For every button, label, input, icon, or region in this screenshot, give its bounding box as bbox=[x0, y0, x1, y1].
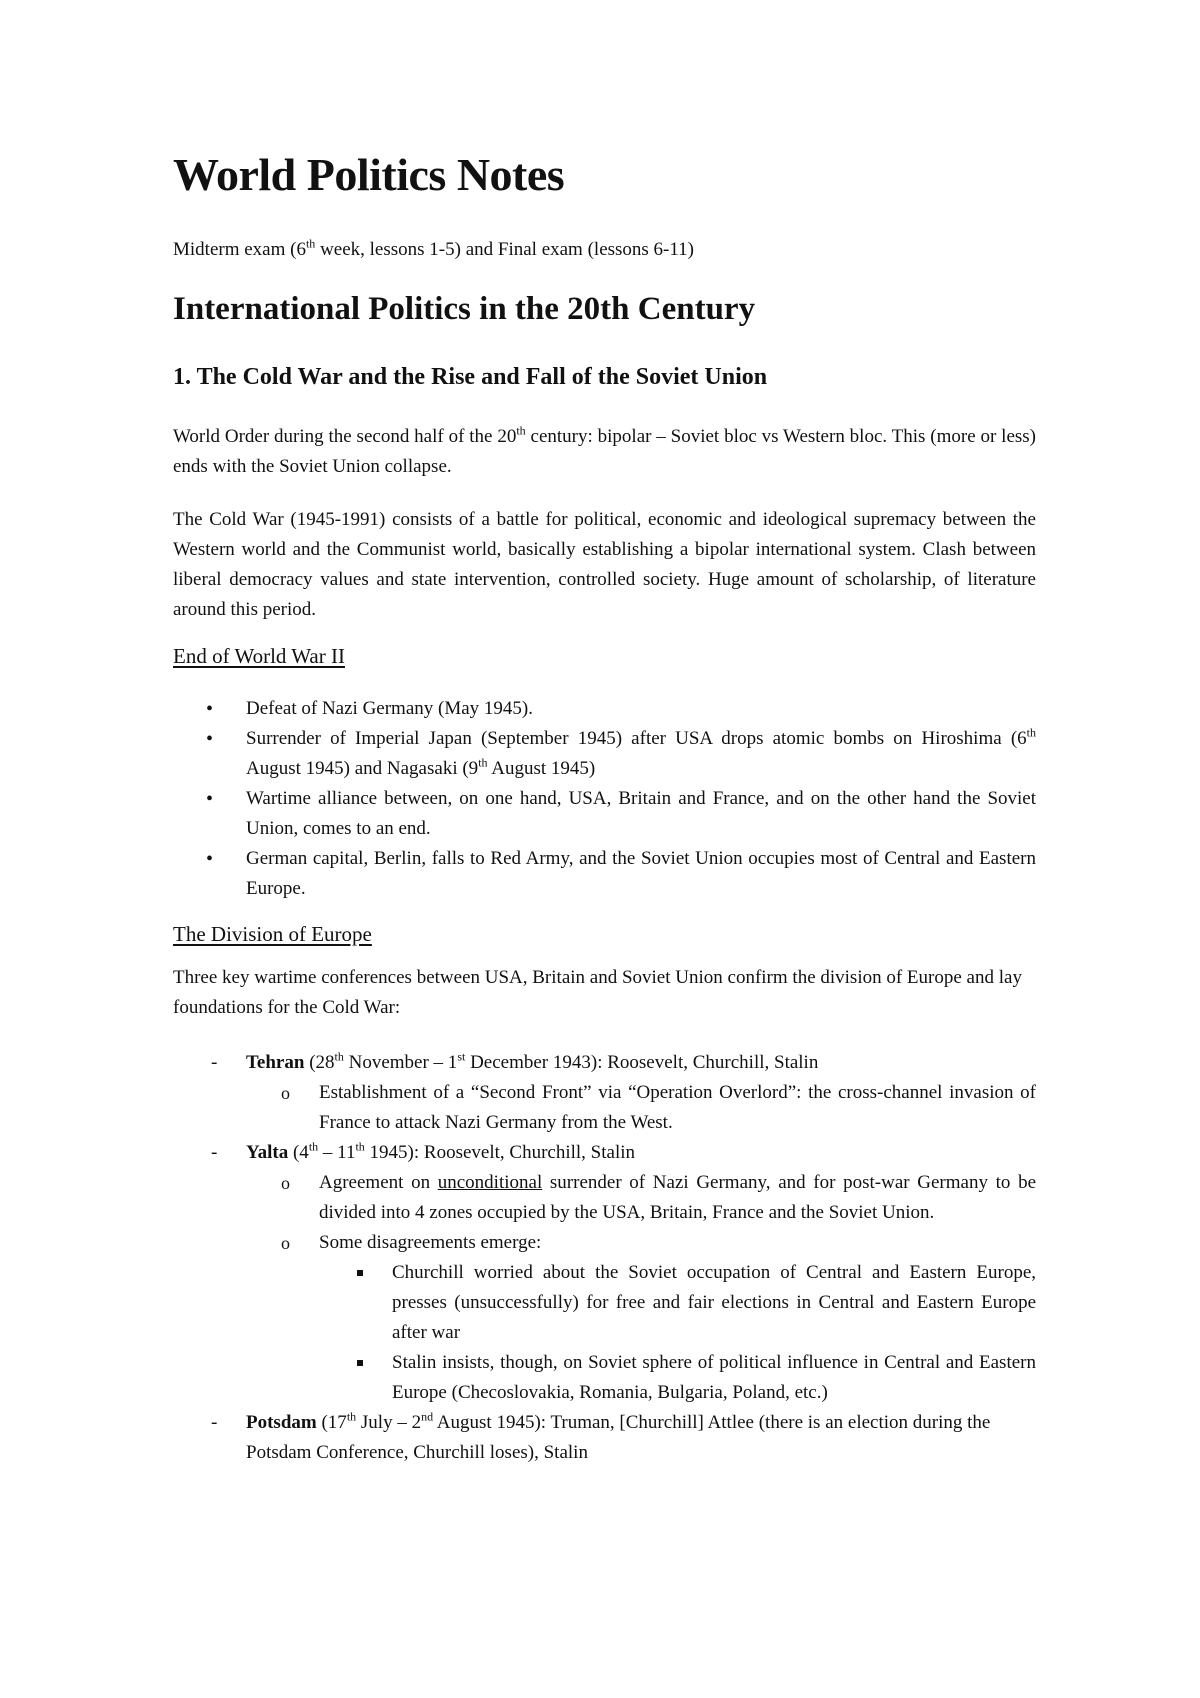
superscript: th bbox=[305, 236, 316, 251]
dash-icon: - bbox=[211, 1052, 218, 1073]
list-item bbox=[173, 844, 1036, 904]
list-item bbox=[173, 694, 1036, 724]
sub-list-item-text: surrender of Nazi Germany, and for post-war Germany to be divided into 4 zones occupied by the USA, Britain, France and the Soviet Union. bbox=[319, 1172, 1037, 1223]
paragraph-cold-war: The Cold War (1945-1991) consists of a battle for political, economic and ideological supremacy between the Western world and the Communist world, basically establishing a bipolar international system. Clash between liberal democracy values and state intervention, controlled society. Huge amount of scholarship, of literature around this period. bbox=[173, 509, 1036, 620]
sub-list-item bbox=[246, 1078, 1036, 1138]
bullet-icon: • bbox=[206, 728, 214, 750]
conference-list bbox=[173, 1048, 1036, 1468]
superscript: nd bbox=[421, 1409, 434, 1424]
nested-list-item-text: Churchill worried about the Soviet occupation of Central and Eastern Europe, presses (unsuccessfully) for free and fair elections in Central and Eastern Europe after war bbox=[392, 1262, 1036, 1343]
section-heading: 1. The Cold War and the Rise and Fall of the Soviet Union bbox=[173, 364, 768, 390]
list-item-text: (17 bbox=[316, 1412, 347, 1433]
sub-list-item bbox=[246, 1168, 1036, 1228]
list-item-text: – 11 bbox=[318, 1142, 356, 1163]
paragraph-conferences-intro: Three key wartime conferences between USA, Britain and Soviet Union confirm the division of Europe and lay foundations for the Cold War: bbox=[173, 967, 1022, 1018]
list-item-text: 1945): Roosevelt, Churchill, Stalin bbox=[364, 1142, 635, 1163]
circle-bullet-icon: o bbox=[281, 1233, 290, 1253]
paragraph-text: World Order during the second half of the 20 bbox=[173, 426, 517, 447]
square-bullet-icon bbox=[357, 1270, 363, 1276]
paragraph-world-order bbox=[173, 422, 1036, 482]
superscript: th bbox=[1026, 725, 1036, 740]
dash-icon: - bbox=[211, 1142, 218, 1163]
sub-list bbox=[246, 1168, 1036, 1408]
list-item-text: Surrender of Imperial Japan (September 1945) after USA drops atomic bombs on Hiroshima (6 bbox=[246, 728, 1027, 749]
bullet-icon: • bbox=[206, 788, 214, 810]
sub-list-item-text: Some disagreements emerge: bbox=[319, 1232, 542, 1253]
nested-list-item bbox=[319, 1258, 1036, 1348]
main-heading: International Politics in the 20th Century bbox=[173, 291, 756, 327]
paragraph-text: century: bipolar – Soviet bloc vs Western bloc. This (more or less) ends with the Soviet Union collapse. bbox=[173, 426, 1037, 477]
list-item-potsdam bbox=[173, 1408, 1036, 1468]
conference-name: Potsdam bbox=[246, 1412, 317, 1433]
nested-list-item bbox=[319, 1348, 1036, 1408]
sub-list bbox=[246, 1078, 1036, 1138]
list-item-tehran bbox=[173, 1048, 1036, 1138]
superscript: st bbox=[457, 1049, 466, 1064]
superscript: th bbox=[516, 423, 526, 438]
circle-bullet-icon: o bbox=[281, 1173, 290, 1193]
list-item bbox=[173, 784, 1036, 844]
list-item-text: Defeat of Nazi Germany (May 1945). bbox=[246, 698, 533, 719]
exam-info-text: Midterm exam (6 bbox=[173, 239, 306, 260]
sub-list-item-text: Establishment of a “Second Front” via “Operation Overlord”: the cross-channel invasion of France to attack Nazi Germany from the West. bbox=[319, 1082, 1036, 1133]
list-item-text: July – 2 bbox=[356, 1412, 422, 1433]
ww2-bullet-list bbox=[173, 694, 1036, 904]
list-item-text: Wartime alliance between, on one hand, USA, Britain and France, and on the other hand the Soviet Union, comes to an end. bbox=[246, 788, 1036, 839]
subheading-division-of-europe: The Division of Europe bbox=[173, 922, 372, 946]
subheading-end-of-ww2: End of World War II bbox=[173, 644, 345, 668]
list-item-text: (4 bbox=[288, 1142, 309, 1163]
square-bullet-icon bbox=[357, 1360, 363, 1366]
list-item-text: August 1945): Truman, [Churchill] Attlee (there is an election during the Potsdam Conference, Churchill loses), Stalin bbox=[246, 1412, 991, 1463]
list-item-text: December 1943): Roosevelt, Churchill, Stalin bbox=[465, 1052, 819, 1073]
conference-name: Tehran bbox=[246, 1052, 305, 1073]
document-title: World Politics Notes bbox=[173, 149, 565, 200]
sub-list-item-text: Agreement on bbox=[319, 1172, 438, 1193]
underlined-text: unconditional bbox=[437, 1172, 543, 1193]
nested-list-item-text: Stalin insists, though, on Soviet sphere of political influence in Central and Eastern Europe (Checoslovakia, Romania, Bulgaria, Poland, etc.) bbox=[392, 1352, 1036, 1403]
superscript: th bbox=[355, 1139, 365, 1154]
list-item-text: (28 bbox=[304, 1052, 335, 1073]
superscript: th bbox=[346, 1409, 357, 1424]
list-item-text: November – 1 bbox=[343, 1052, 458, 1073]
nested-sub-list bbox=[319, 1258, 1036, 1408]
bullet-icon: • bbox=[206, 848, 214, 870]
conference-name: Yalta bbox=[246, 1142, 289, 1163]
superscript: th bbox=[334, 1049, 344, 1064]
list-item-text: German capital, Berlin, falls to Red Army, and the Soviet Union occupies most of Central and Eastern Europe. bbox=[246, 848, 1036, 899]
list-item-text: August 1945) and Nagasaki (9 bbox=[246, 758, 479, 779]
list-item-text: August 1945) bbox=[487, 758, 596, 779]
bullet-icon: • bbox=[206, 698, 214, 720]
superscript: th bbox=[478, 755, 488, 770]
exam-info-line bbox=[173, 238, 694, 262]
list-item-yalta bbox=[173, 1138, 1036, 1408]
exam-info-text: week, lessons 1-5) and Final exam (lessons 6-11) bbox=[315, 239, 695, 260]
list-item bbox=[173, 724, 1036, 784]
dash-icon: - bbox=[211, 1412, 218, 1433]
sub-list-item bbox=[246, 1228, 1036, 1408]
circle-bullet-icon: o bbox=[281, 1083, 290, 1103]
superscript: th bbox=[308, 1139, 319, 1154]
